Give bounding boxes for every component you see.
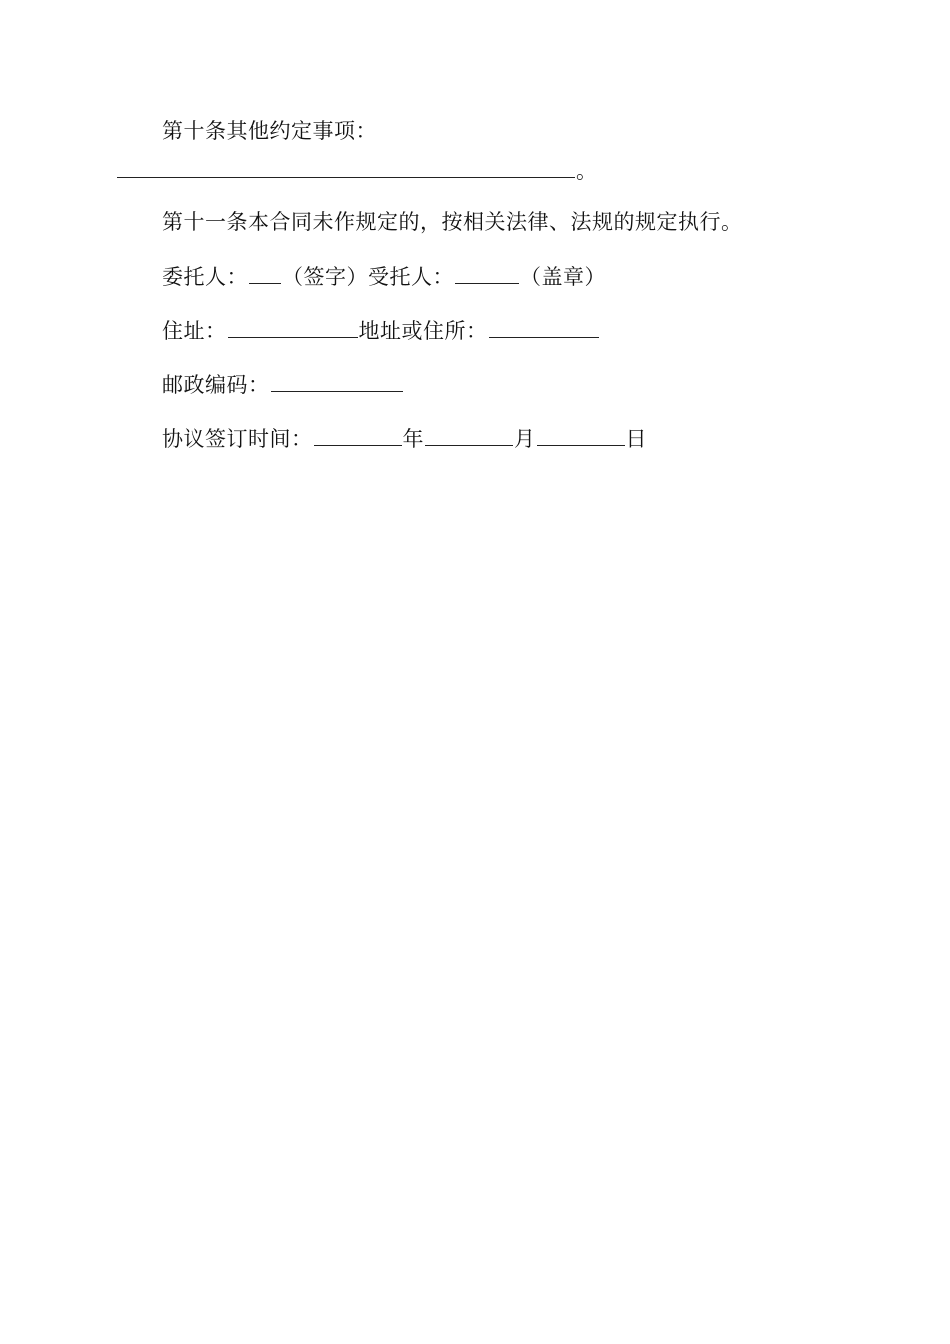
residence-blank[interactable] — [228, 319, 358, 338]
address-label: 地址或住所： — [358, 319, 488, 343]
residence-label: 住址： — [162, 319, 227, 343]
month-label: 月 — [514, 427, 536, 451]
article-10-heading — [162, 116, 377, 146]
other-terms-blank[interactable] — [117, 159, 575, 178]
agent-label: 受托人： — [368, 265, 454, 289]
agent-seal-note: （盖章） — [520, 265, 606, 289]
year-blank[interactable] — [314, 427, 402, 446]
principal-sign-note: （签字） — [282, 265, 368, 289]
month-blank[interactable] — [425, 427, 513, 446]
postcode-label: 邮政编码： — [162, 373, 270, 397]
day-label: 日 — [625, 427, 647, 451]
article-11 — [162, 207, 743, 237]
article-10-text: 第十条其他约定事项： — [162, 119, 377, 143]
address-line — [162, 316, 600, 346]
article-11-text: 第十一条本合同未作规定的，按相关法律、法规的规定执行。 — [162, 210, 743, 234]
postcode-line — [162, 370, 404, 400]
agent-seal-blank[interactable] — [455, 265, 519, 284]
article-10-fill-line — [116, 156, 598, 186]
signature-line — [162, 262, 606, 292]
signing-date-line — [162, 424, 647, 454]
article-10-end-mark: 。 — [576, 159, 598, 183]
year-label: 年 — [402, 427, 424, 451]
address-blank[interactable] — [489, 319, 599, 338]
date-label: 协议签订时间： — [162, 427, 313, 451]
principal-label: 委托人： — [162, 265, 248, 289]
principal-signature-blank[interactable] — [249, 265, 281, 284]
day-blank[interactable] — [537, 427, 625, 446]
postcode-blank[interactable] — [271, 373, 403, 392]
